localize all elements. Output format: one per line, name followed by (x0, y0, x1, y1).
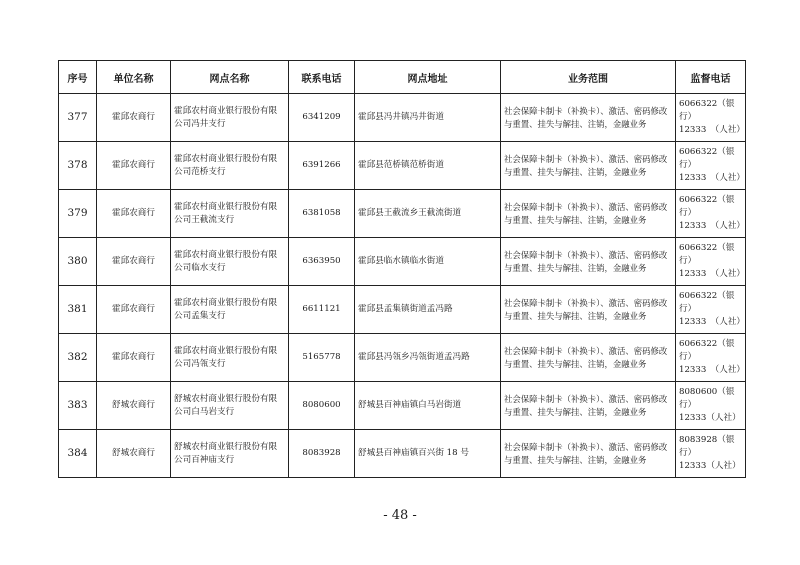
cell-address: 霍邱县冯瓴乡冯瓴街道孟冯路 (355, 334, 501, 382)
cell-no: 382 (59, 334, 97, 382)
table-header-row (59, 61, 746, 94)
cell-no: 383 (59, 382, 97, 430)
cell-scope: 社会保障卡制卡（补换卡）、激活、密码修改与重置、挂失与解挂、注销，金融业务 (501, 286, 676, 334)
cell-phone: 6381058 (289, 190, 355, 238)
cell-scope: 社会保障卡制卡（补换卡）、激活、密码修改与重置、挂失与解挂、注销，金融业务 (501, 430, 676, 478)
cell-address: 霍邱县范桥镇范桥街道 (355, 142, 501, 190)
cell-address: 霍邱县王截流乡王截流街道 (355, 190, 501, 238)
supervision-bank: 8080600（银行） (679, 387, 735, 410)
cell-org: 霍邱农商行 (97, 334, 171, 382)
supervision-hr: 12333（人社） (679, 413, 741, 423)
cell-branch: 霍邱农村商业银行股份有限公司临水支行 (171, 238, 289, 286)
cell-supervision (676, 286, 746, 334)
cell-scope: 社会保障卡制卡（补换卡）、激活、密码修改与重置、挂失与解挂、注销，金融业务 (501, 94, 676, 142)
supervision-bank: 6066322（银行） (679, 339, 735, 362)
cell-supervision (676, 430, 746, 478)
cell-branch: 霍邱农村商业银行股份有限公司冯瓴支行 (171, 334, 289, 382)
cell-org: 霍邱农商行 (97, 142, 171, 190)
cell-address: 舒城县百神庙镇白马岩街道 (355, 382, 501, 430)
cell-supervision (676, 382, 746, 430)
cell-scope: 社会保障卡制卡（补换卡）、激活、密码修改与重置、挂失与解挂、注销，金融业务 (501, 382, 676, 430)
cell-scope: 社会保障卡制卡（补换卡）、激活、密码修改与重置、挂失与解挂、注销，金融业务 (501, 238, 676, 286)
cell-branch: 霍邱农村商业银行股份有限公司王截流支行 (171, 190, 289, 238)
cell-scope: 社会保障卡制卡（补换卡）、激活、密码修改与重置、挂失与解挂、注销，金融业务 (501, 142, 676, 190)
cell-org: 霍邱农商行 (97, 190, 171, 238)
table-row (59, 382, 746, 430)
cell-branch: 霍邱农村商业银行股份有限公司孟集支行 (171, 286, 289, 334)
cell-supervision (676, 238, 746, 286)
table-row (59, 94, 746, 142)
supervision-bank: 6066322（银行） (679, 195, 735, 218)
table-row (59, 142, 746, 190)
table-row (59, 334, 746, 382)
supervision-bank: 8083928（银行） (679, 435, 735, 458)
supervision-hr: 12333 （人社） (679, 269, 746, 279)
cell-branch: 舒城农村商业银行股份有限公司白马岩支行 (171, 382, 289, 430)
cell-supervision (676, 190, 746, 238)
supervision-hr: 12333 （人社） (679, 125, 746, 135)
cell-org: 舒城农商行 (97, 430, 171, 478)
table-row (59, 238, 746, 286)
cell-branch: 舒城农村商业银行股份有限公司百神庙支行 (171, 430, 289, 478)
cell-phone: 8080600 (289, 382, 355, 430)
cell-scope: 社会保障卡制卡（补换卡）、激活、密码修改与重置、挂失与解挂、注销，金融业务 (501, 190, 676, 238)
cell-phone: 6341209 (289, 94, 355, 142)
cell-org: 霍邱农商行 (97, 238, 171, 286)
cell-address: 霍邱县孟集镇街道孟冯路 (355, 286, 501, 334)
supervision-hr: 12333 （人社） (679, 221, 746, 231)
supervision-hr: 12333 （人社） (679, 173, 746, 183)
supervision-bank: 6066322（银行） (679, 147, 735, 170)
supervision-bank: 6066322（银行） (679, 99, 735, 122)
cell-org: 霍邱农商行 (97, 94, 171, 142)
page-number: - 48 - (383, 508, 417, 523)
cell-no: 378 (59, 142, 97, 190)
header-branch: 网点名称 (171, 61, 289, 94)
supervision-hr: 12333 （人社） (679, 365, 746, 375)
supervision-bank: 6066322（银行） (679, 291, 735, 314)
table-row (59, 430, 746, 478)
header-no: 序号 (59, 61, 97, 94)
cell-phone: 6363950 (289, 238, 355, 286)
cell-address: 霍邱县临水镇临水街道 (355, 238, 501, 286)
cell-no: 384 (59, 430, 97, 478)
cell-no: 380 (59, 238, 97, 286)
cell-phone: 8083928 (289, 430, 355, 478)
supervision-hr: 12333（人社） (679, 461, 741, 471)
header-supervision: 监督电话 (676, 61, 746, 94)
cell-org: 舒城农商行 (97, 382, 171, 430)
cell-phone: 6391266 (289, 142, 355, 190)
cell-branch: 霍邱农村商业银行股份有限公司范桥支行 (171, 142, 289, 190)
cell-address: 霍邱县冯井镇冯井街道 (355, 94, 501, 142)
cell-supervision (676, 334, 746, 382)
supervision-hr: 12333 （人社） (679, 317, 746, 327)
supervision-bank: 6066322（银行） (679, 243, 735, 266)
branch-table (58, 60, 746, 478)
cell-phone: 5165778 (289, 334, 355, 382)
cell-address: 舒城县百神庙镇百兴街 18 号 (355, 430, 501, 478)
header-org: 单位名称 (97, 61, 171, 94)
cell-phone: 6611121 (289, 286, 355, 334)
cell-scope: 社会保障卡制卡（补换卡）、激活、密码修改与重置、挂失与解挂、注销，金融业务 (501, 334, 676, 382)
table-row (59, 286, 746, 334)
cell-no: 379 (59, 190, 97, 238)
cell-no: 377 (59, 94, 97, 142)
table-row (59, 190, 746, 238)
cell-branch: 霍邱农村商业银行股份有限公司冯井支行 (171, 94, 289, 142)
header-address: 网点地址 (355, 61, 501, 94)
cell-supervision (676, 142, 746, 190)
header-scope: 业务范围 (501, 61, 676, 94)
cell-no: 381 (59, 286, 97, 334)
cell-org: 霍邱农商行 (97, 286, 171, 334)
cell-supervision (676, 94, 746, 142)
header-phone: 联系电话 (289, 61, 355, 94)
